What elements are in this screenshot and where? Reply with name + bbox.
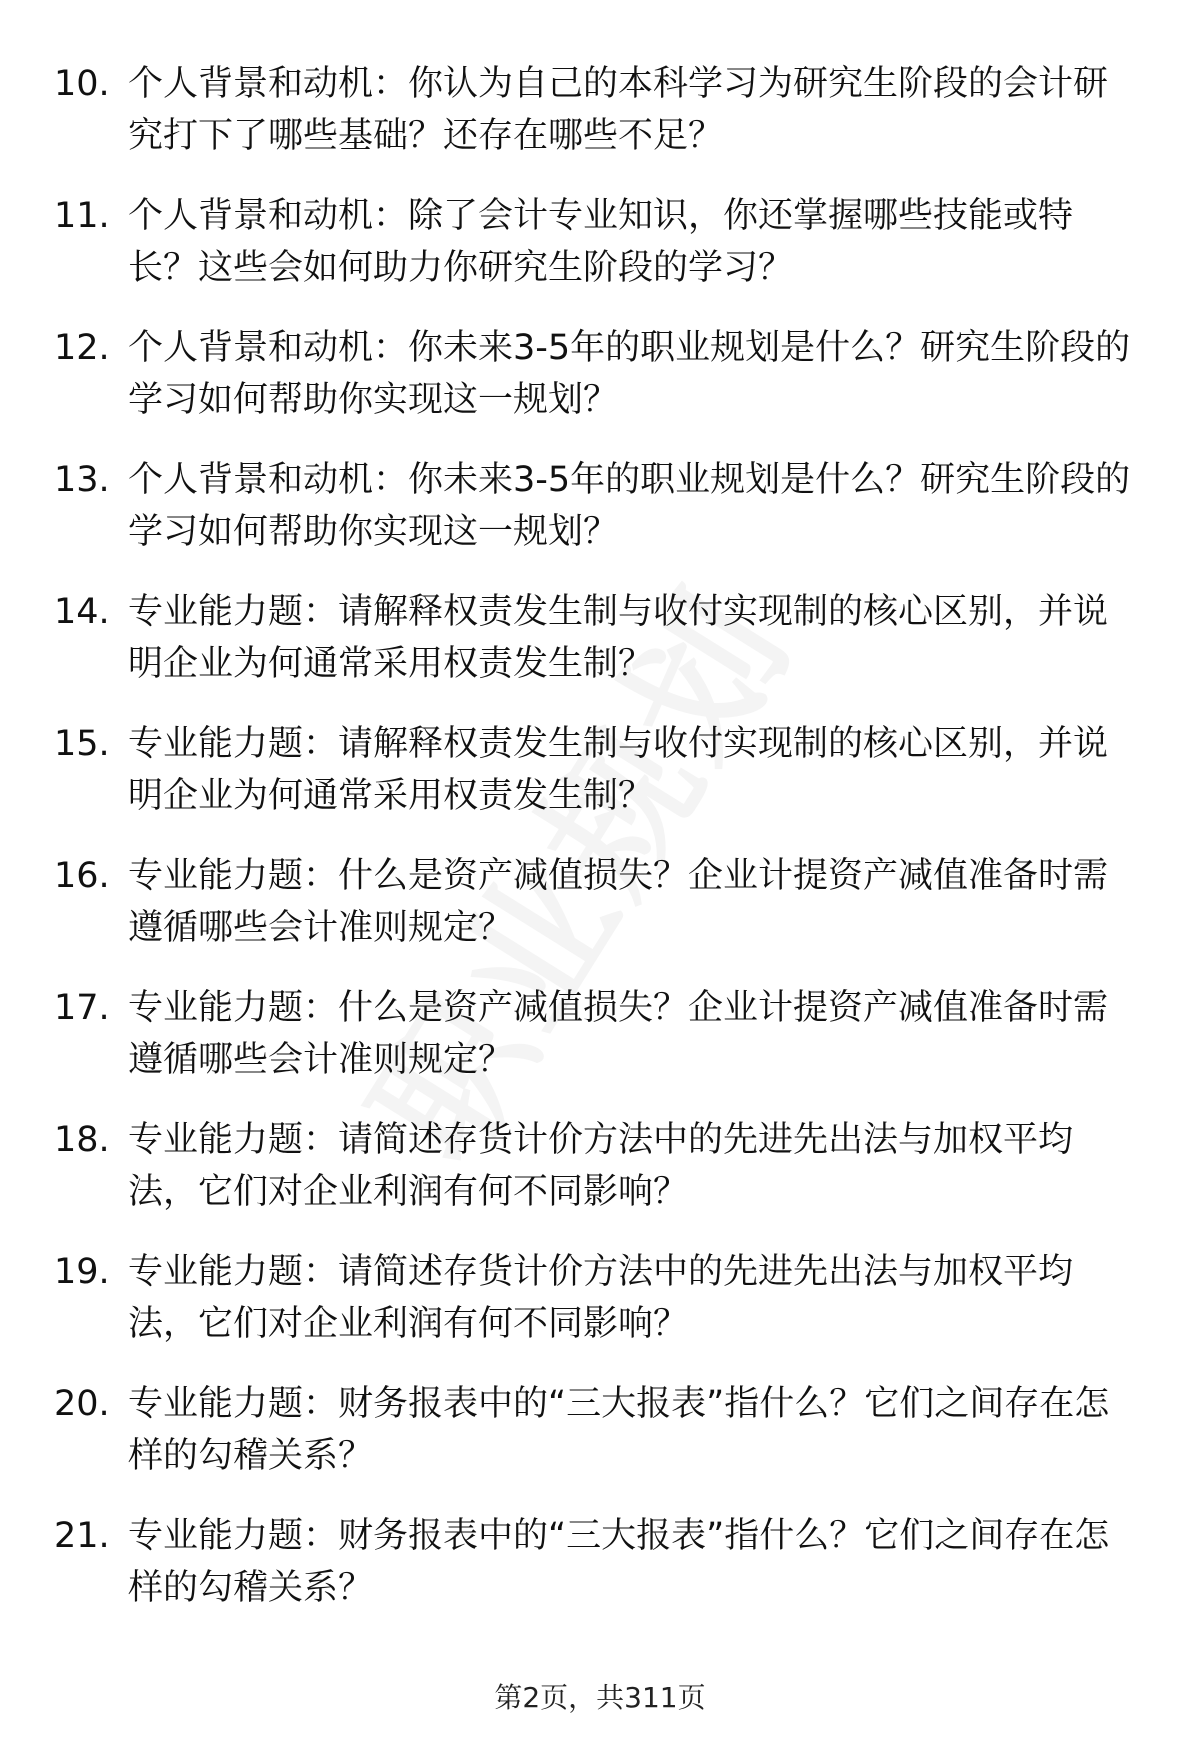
question-number: 17.: [54, 988, 110, 1028]
question-text: 个人背景和动机：你未来3-5年的职业规划是什么？研究生阶段的学习如何帮助你实现这一规划？: [128, 328, 1131, 420]
question-text: 个人背景和动机：你认为自己的本科学习为研究生阶段的会计研究打下了哪些基础？还存在哪些不足？: [128, 64, 1109, 156]
question-text: 专业能力题：请简述存货计价方法中的先进先出法与加权平均法，它们对企业利润有何不同影响？: [128, 1252, 1074, 1344]
question-item: [0, 454, 1200, 586]
question-item: [0, 1510, 1200, 1642]
question-number: 20.: [54, 1384, 110, 1424]
question-number: 21.: [54, 1516, 110, 1556]
question-item: [0, 1378, 1200, 1510]
question-number: 15.: [54, 724, 110, 764]
question-number: 14.: [54, 592, 110, 632]
question-text: 专业能力题：什么是资产减值损失？企业计提资产减值准备时需遵循哪些会计准则规定？: [128, 856, 1109, 948]
question-text: 个人背景和动机：你未来3-5年的职业规划是什么？研究生阶段的学习如何帮助你实现这一规划？: [128, 460, 1131, 552]
question-list: [0, 58, 1200, 1642]
question-item: [0, 322, 1200, 454]
question-number: 13.: [54, 460, 110, 500]
question-number: 18.: [54, 1120, 110, 1160]
question-number: 11.: [54, 196, 110, 236]
question-item: [0, 1114, 1200, 1246]
question-text: 专业能力题：请解释权责发生制与收付实现制的核心区别，并说明企业为何通常采用权责发生制？: [128, 724, 1109, 816]
question-item: [0, 58, 1200, 190]
question-text: 专业能力题：财务报表中的“三大报表”指什么？它们之间存在怎样的勾稽关系？: [128, 1384, 1110, 1476]
question-number: 12.: [54, 328, 110, 368]
question-item: [0, 718, 1200, 850]
question-text: 专业能力题：请简述存货计价方法中的先进先出法与加权平均法，它们对企业利润有何不同影响？: [128, 1120, 1074, 1212]
question-number: 10.: [54, 64, 110, 104]
question-text: 个人背景和动机：除了会计专业知识，你还掌握哪些技能或特长？这些会如何助力你研究生阶段的学习？: [128, 196, 1074, 288]
question-text: 专业能力题：什么是资产减值损失？企业计提资产减值准备时需遵循哪些会计准则规定？: [128, 988, 1109, 1080]
question-item: [0, 982, 1200, 1114]
question-text: 专业能力题：请解释权责发生制与收付实现制的核心区别，并说明企业为何通常采用权责发生制？: [128, 592, 1109, 684]
question-text: 专业能力题：财务报表中的“三大报表”指什么？它们之间存在怎样的勾稽关系？: [128, 1516, 1110, 1608]
page-number: 第2页，共311页: [494, 1681, 706, 1714]
question-item: [0, 190, 1200, 322]
question-number: 19.: [54, 1252, 110, 1292]
question-item: [0, 586, 1200, 718]
question-item: [0, 1246, 1200, 1378]
question-number: 16.: [54, 856, 110, 896]
question-item: [0, 850, 1200, 982]
